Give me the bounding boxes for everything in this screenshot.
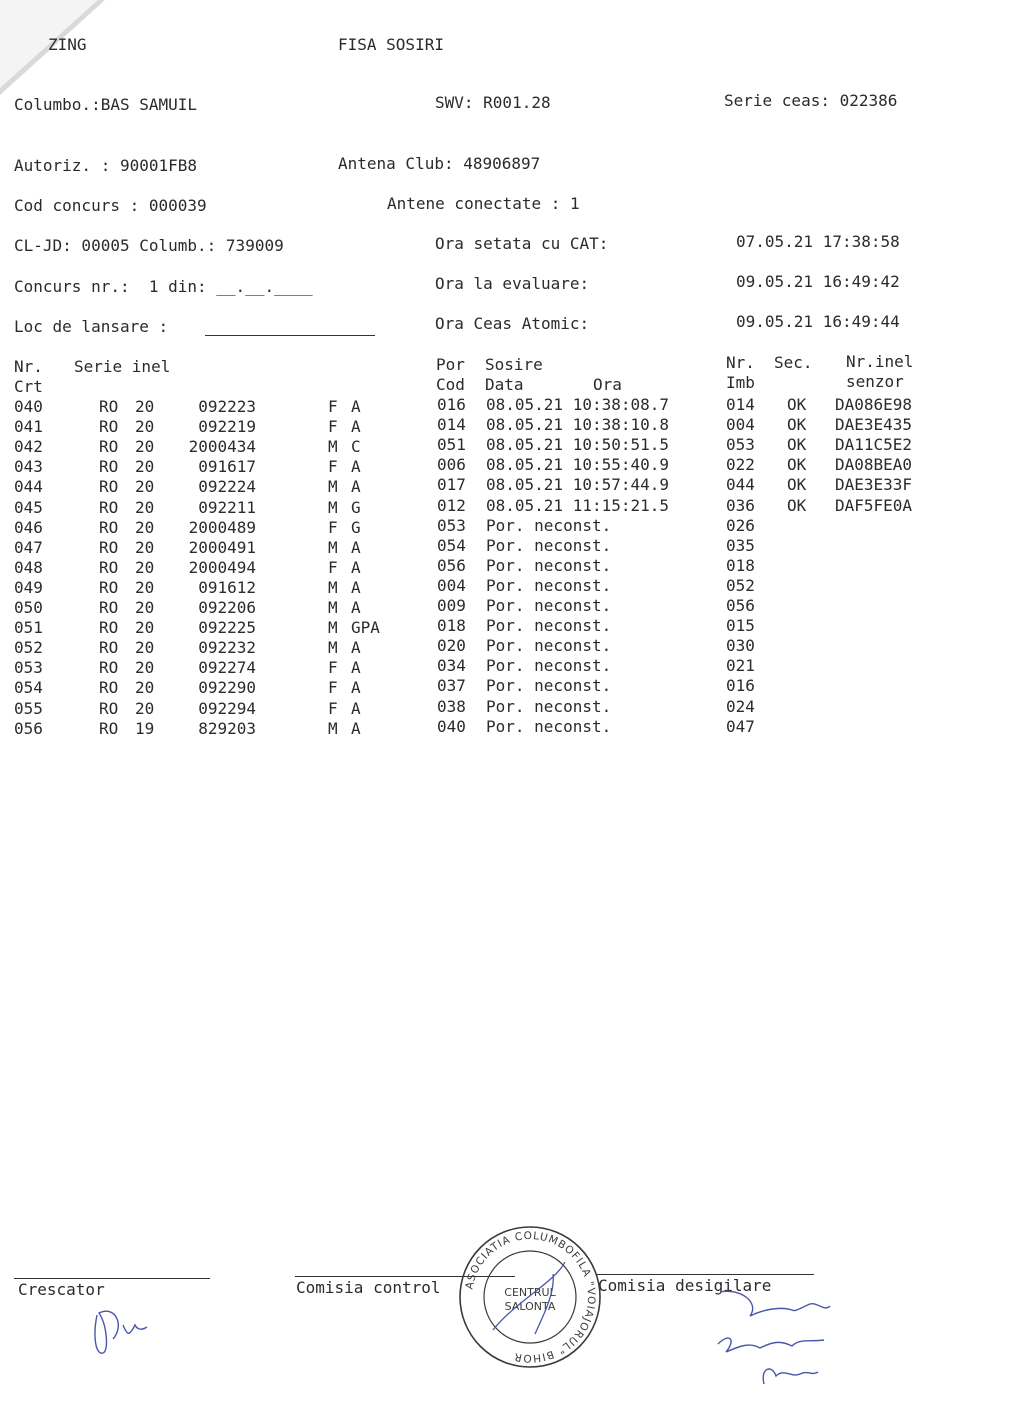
cell-inel: 091612 bbox=[198, 577, 256, 597]
cell-culoare: A bbox=[351, 698, 361, 718]
cell-sex: M bbox=[328, 497, 338, 517]
release-location-line bbox=[205, 335, 375, 336]
col-ora: Ora bbox=[593, 375, 622, 394]
cell-sec: OK bbox=[787, 435, 807, 455]
cell-sosire: Por. neconst. bbox=[486, 716, 612, 736]
evaluation-time-value: 09.05.21 16:49:42 bbox=[736, 272, 900, 291]
cell-an: 20 bbox=[135, 577, 155, 597]
cell-inel: 092232 bbox=[198, 638, 256, 658]
cell-sex: M bbox=[328, 598, 338, 617]
cell-crt: 056 bbox=[14, 718, 43, 738]
cell-tara: RO bbox=[99, 678, 119, 698]
cell-imb: 021 bbox=[726, 656, 755, 676]
cell-imb: 026 bbox=[726, 515, 755, 535]
association-stamp bbox=[455, 1222, 605, 1372]
connected-antennas: Antene conectate : 1 bbox=[387, 194, 580, 213]
cell-imb: 014 bbox=[726, 395, 755, 414]
cell-sec: OK bbox=[787, 495, 807, 515]
cell-crt: 052 bbox=[14, 638, 43, 658]
cell-cod: 004 bbox=[437, 575, 466, 595]
commission-signatures bbox=[700, 1282, 850, 1392]
col-data: Data bbox=[485, 375, 524, 394]
cell-sec: OK bbox=[787, 475, 807, 495]
cell-inel: 092211 bbox=[198, 497, 256, 517]
breeder-label: Crescator bbox=[18, 1280, 105, 1299]
cell-sex: F bbox=[328, 658, 338, 678]
cell-inel: 092225 bbox=[198, 618, 256, 638]
cell-tara: RO bbox=[99, 598, 119, 617]
col-nr-imb-2: Imb bbox=[726, 373, 755, 392]
cell-imb: 030 bbox=[726, 636, 755, 656]
col-serie-inel: Serie inel bbox=[74, 357, 171, 376]
cell-imb: 018 bbox=[726, 555, 755, 575]
cell-imb: 036 bbox=[726, 495, 755, 515]
cell-crt: 050 bbox=[14, 598, 43, 617]
cell-cod: 018 bbox=[437, 616, 466, 636]
cell-cod: 040 bbox=[437, 716, 466, 736]
cell-sosire: Por. neconst. bbox=[486, 676, 612, 696]
cell-imb: 015 bbox=[726, 616, 755, 636]
cell-cod: 051 bbox=[437, 435, 466, 455]
cell-cod: 038 bbox=[437, 696, 466, 716]
cell-imb: 047 bbox=[726, 716, 755, 736]
cell-an: 20 bbox=[135, 678, 155, 698]
cell-crt: 041 bbox=[14, 417, 43, 437]
cell-culoare: A bbox=[351, 457, 361, 477]
cell-sosire: 08.05.21 10:38:10.8 bbox=[486, 415, 670, 435]
table-row bbox=[0, 678, 1024, 698]
cell-inel: 2000491 bbox=[188, 537, 256, 557]
cell-an: 20 bbox=[135, 477, 155, 497]
cell-tara: RO bbox=[99, 517, 119, 537]
col-crt: Crt bbox=[14, 377, 43, 396]
cell-an: 20 bbox=[135, 537, 155, 557]
swv-version: SWV: R001.28 bbox=[435, 93, 551, 112]
cell-sex: F bbox=[328, 557, 338, 577]
cell-tara: RO bbox=[99, 437, 119, 457]
cell-culoare: A bbox=[351, 638, 361, 658]
col-sosire: Sosire bbox=[485, 355, 543, 374]
cell-an: 20 bbox=[135, 517, 155, 537]
table-row bbox=[0, 716, 1024, 739]
cell-cod: 034 bbox=[437, 656, 466, 676]
cell-senzor: DA086E98 bbox=[835, 395, 913, 414]
cell-tara: RO bbox=[99, 497, 119, 517]
cell-cod: 012 bbox=[437, 495, 466, 515]
cell-an: 19 bbox=[135, 718, 155, 738]
cell-imb: 004 bbox=[726, 415, 755, 435]
cell-senzor: DA08BEA0 bbox=[835, 455, 913, 475]
cell-inel: 092274 bbox=[198, 658, 256, 678]
table-row bbox=[0, 696, 1024, 719]
cell-senzor: DAE3E33F bbox=[835, 475, 913, 495]
cell-culoare: A bbox=[351, 718, 361, 738]
col-por: Por bbox=[436, 355, 465, 374]
cell-crt: 049 bbox=[14, 577, 43, 597]
cell-an: 20 bbox=[135, 557, 155, 577]
cell-cod: 053 bbox=[437, 515, 466, 535]
cell-an: 20 bbox=[135, 638, 155, 658]
cell-tara: RO bbox=[99, 557, 119, 577]
cell-sosire: 08.05.21 10:55:40.9 bbox=[486, 455, 670, 475]
atomic-clock-value: 09.05.21 16:49:44 bbox=[736, 312, 900, 331]
cell-crt: 044 bbox=[14, 477, 43, 497]
cell-an: 20 bbox=[135, 497, 155, 517]
cell-cod: 006 bbox=[437, 455, 466, 475]
cell-cod: 016 bbox=[437, 395, 466, 414]
stamp-inner-text-1: CENTRUL bbox=[504, 1286, 556, 1299]
col-cod: Cod bbox=[436, 375, 465, 394]
cell-imb: 022 bbox=[726, 455, 755, 475]
cell-sex: F bbox=[328, 457, 338, 477]
cell-crt: 048 bbox=[14, 557, 43, 577]
cell-sex: F bbox=[328, 517, 338, 537]
cell-culoare: A bbox=[351, 577, 361, 597]
cell-sosire: Por. neconst. bbox=[486, 616, 612, 636]
authorization: Autoriz. : 90001FB8 bbox=[14, 156, 198, 175]
cell-tara: RO bbox=[99, 417, 119, 437]
header-left-partial: ZING bbox=[48, 35, 87, 54]
cell-culoare: A bbox=[351, 477, 361, 497]
cell-culoare: GPA bbox=[351, 618, 380, 638]
cell-sex: M bbox=[328, 437, 338, 457]
col-nr-inel: Nr.inel bbox=[846, 352, 914, 371]
cell-senzor: DAE3E435 bbox=[835, 415, 913, 435]
cell-sosire: Por. neconst. bbox=[486, 515, 612, 535]
cell-inel: 092290 bbox=[198, 678, 256, 698]
cell-sex: M bbox=[328, 577, 338, 597]
cell-an: 20 bbox=[135, 437, 155, 457]
cell-imb: 044 bbox=[726, 475, 755, 495]
cell-imb: 035 bbox=[726, 535, 755, 555]
competition-number: Concurs nr.: 1 din: __.__.____ bbox=[14, 277, 313, 296]
table-row bbox=[0, 618, 1024, 638]
cell-sec: OK bbox=[787, 395, 807, 414]
stamp-outer-text: ASOCIATIA COLUMBOFILA "VOIAJORUL" BIHOR bbox=[463, 1229, 598, 1365]
cell-inel: 2000494 bbox=[188, 557, 256, 577]
cell-an: 20 bbox=[135, 417, 155, 437]
cell-tara: RO bbox=[99, 537, 119, 557]
cell-sosire: Por. neconst. bbox=[486, 656, 612, 676]
cell-imb: 056 bbox=[726, 596, 755, 615]
cell-inel: 092223 bbox=[198, 397, 256, 416]
cell-cod: 009 bbox=[437, 596, 466, 615]
table-row bbox=[0, 437, 1024, 457]
table-row bbox=[0, 495, 1024, 518]
cell-sex: F bbox=[328, 397, 338, 416]
cell-sex: M bbox=[328, 718, 338, 738]
columbofil-name: Columbo.:BAS SAMUIL bbox=[14, 95, 198, 114]
release-location-label: Loc de lansare : bbox=[14, 317, 169, 336]
cell-cod: 054 bbox=[437, 535, 466, 555]
table-row bbox=[0, 555, 1024, 578]
col-nr-imb-1: Nr. bbox=[726, 353, 755, 372]
control-commission-label: Comisia control bbox=[296, 1278, 441, 1297]
cell-crt: 054 bbox=[14, 678, 43, 698]
cell-an: 20 bbox=[135, 598, 155, 617]
page-title: FISA SOSIRI bbox=[338, 35, 444, 54]
cell-cod: 020 bbox=[437, 636, 466, 656]
table-row bbox=[0, 658, 1024, 678]
cell-sosire: Por. neconst. bbox=[486, 535, 612, 555]
clock-serial: Serie ceas: 022386 bbox=[724, 91, 898, 110]
table-row bbox=[0, 397, 1024, 417]
time-set-label: Ora setata cu CAT: bbox=[435, 234, 609, 253]
cell-tara: RO bbox=[99, 638, 119, 658]
cell-an: 20 bbox=[135, 457, 155, 477]
table-row bbox=[0, 598, 1024, 618]
cell-inel: 092224 bbox=[198, 477, 256, 497]
cell-tara: RO bbox=[99, 618, 119, 638]
cell-crt: 055 bbox=[14, 698, 43, 718]
cl-jd-columb: CL-JD: 00005 Columb.: 739009 bbox=[14, 236, 284, 255]
cell-crt: 043 bbox=[14, 457, 43, 477]
table-row bbox=[0, 515, 1024, 538]
cell-sec: OK bbox=[787, 455, 807, 475]
competition-code: Cod concurs : 000039 bbox=[14, 196, 207, 215]
cell-sex: F bbox=[328, 678, 338, 698]
cell-culoare: A bbox=[351, 557, 361, 577]
cell-culoare: A bbox=[351, 397, 361, 416]
cell-culoare: A bbox=[351, 417, 361, 437]
cell-crt: 040 bbox=[14, 397, 43, 416]
crescator-signature-line bbox=[14, 1278, 210, 1279]
time-set-value: 07.05.21 17:38:58 bbox=[736, 232, 900, 251]
cell-cod: 014 bbox=[437, 415, 466, 435]
cell-cod: 056 bbox=[437, 555, 466, 575]
cell-culoare: A bbox=[351, 537, 361, 557]
cell-sosire: Por. neconst. bbox=[486, 696, 612, 716]
cell-sosire: Por. neconst. bbox=[486, 596, 612, 615]
cell-sosire: 08.05.21 11:15:21.5 bbox=[486, 495, 670, 515]
cell-an: 20 bbox=[135, 698, 155, 718]
cell-sex: M bbox=[328, 638, 338, 658]
cell-sosire: Por. neconst. bbox=[486, 555, 612, 575]
atomic-clock-label: Ora Ceas Atomic: bbox=[435, 314, 590, 333]
cell-crt: 046 bbox=[14, 517, 43, 537]
cell-imb: 016 bbox=[726, 676, 755, 696]
cell-an: 20 bbox=[135, 658, 155, 678]
cell-inel: 091617 bbox=[198, 457, 256, 477]
cell-culoare: A bbox=[351, 678, 361, 698]
cell-tara: RO bbox=[99, 477, 119, 497]
evaluation-time-label: Ora la evaluare: bbox=[435, 274, 590, 293]
cell-sosire: 08.05.21 10:38:08.7 bbox=[486, 395, 670, 414]
cell-imb: 024 bbox=[726, 696, 755, 716]
col-sec: Sec. bbox=[774, 353, 813, 372]
cell-culoare: G bbox=[351, 497, 361, 517]
cell-sosire: Por. neconst. bbox=[486, 636, 612, 656]
cell-culoare: G bbox=[351, 517, 361, 537]
table-row bbox=[0, 638, 1024, 658]
cell-sosire: 08.05.21 10:50:51.5 bbox=[486, 435, 670, 455]
cell-tara: RO bbox=[99, 698, 119, 718]
unsealing-signature-line bbox=[596, 1274, 814, 1275]
cell-cod: 037 bbox=[437, 676, 466, 696]
table-row bbox=[0, 417, 1024, 437]
cell-culoare: A bbox=[351, 598, 361, 617]
cell-inel: 2000489 bbox=[188, 517, 256, 537]
unsealing-commission-label: Comisia desigilare bbox=[598, 1276, 772, 1295]
cell-sex: M bbox=[328, 618, 338, 638]
cell-tara: RO bbox=[99, 577, 119, 597]
cell-inel: 829203 bbox=[198, 718, 256, 738]
cell-senzor: DA11C5E2 bbox=[835, 435, 913, 455]
cell-imb: 053 bbox=[726, 435, 755, 455]
cell-sex: F bbox=[328, 698, 338, 718]
breeder-signature bbox=[85, 1295, 165, 1365]
cell-tara: RO bbox=[99, 397, 119, 416]
cell-crt: 045 bbox=[14, 497, 43, 517]
cell-inel: 092206 bbox=[198, 598, 256, 617]
cell-crt: 047 bbox=[14, 537, 43, 557]
col-senzor: senzor bbox=[846, 372, 904, 391]
cell-crt: 042 bbox=[14, 437, 43, 457]
cell-an: 20 bbox=[135, 397, 155, 416]
cell-inel: 2000434 bbox=[188, 437, 256, 457]
cell-cod: 017 bbox=[437, 475, 466, 495]
cell-sex: F bbox=[328, 417, 338, 437]
table-row bbox=[0, 575, 1024, 598]
cell-sosire: 08.05.21 10:57:44.9 bbox=[486, 475, 670, 495]
cell-crt: 053 bbox=[14, 658, 43, 678]
cell-inel: 092219 bbox=[198, 417, 256, 437]
cell-culoare: C bbox=[351, 437, 361, 457]
cell-an: 20 bbox=[135, 618, 155, 638]
cell-tara: RO bbox=[99, 457, 119, 477]
cell-sosire: Por. neconst. bbox=[486, 575, 612, 595]
cell-sex: M bbox=[328, 477, 338, 497]
col-nr: Nr. bbox=[14, 357, 43, 376]
cell-crt: 051 bbox=[14, 618, 43, 638]
cell-tara: RO bbox=[99, 658, 119, 678]
cell-culoare: A bbox=[351, 658, 361, 678]
cell-inel: 092294 bbox=[198, 698, 256, 718]
cell-sec: OK bbox=[787, 415, 807, 435]
table-row bbox=[0, 477, 1024, 497]
cell-sex: M bbox=[328, 537, 338, 557]
table-row bbox=[0, 457, 1024, 477]
cell-imb: 052 bbox=[726, 575, 755, 595]
table-row bbox=[0, 535, 1024, 558]
cell-senzor: DAF5FE0A bbox=[835, 495, 913, 515]
stamp-inner-text-2: SALONTA bbox=[504, 1300, 556, 1313]
cell-tara: RO bbox=[99, 718, 119, 738]
club-antenna: Antena Club: 48906897 bbox=[338, 154, 541, 173]
